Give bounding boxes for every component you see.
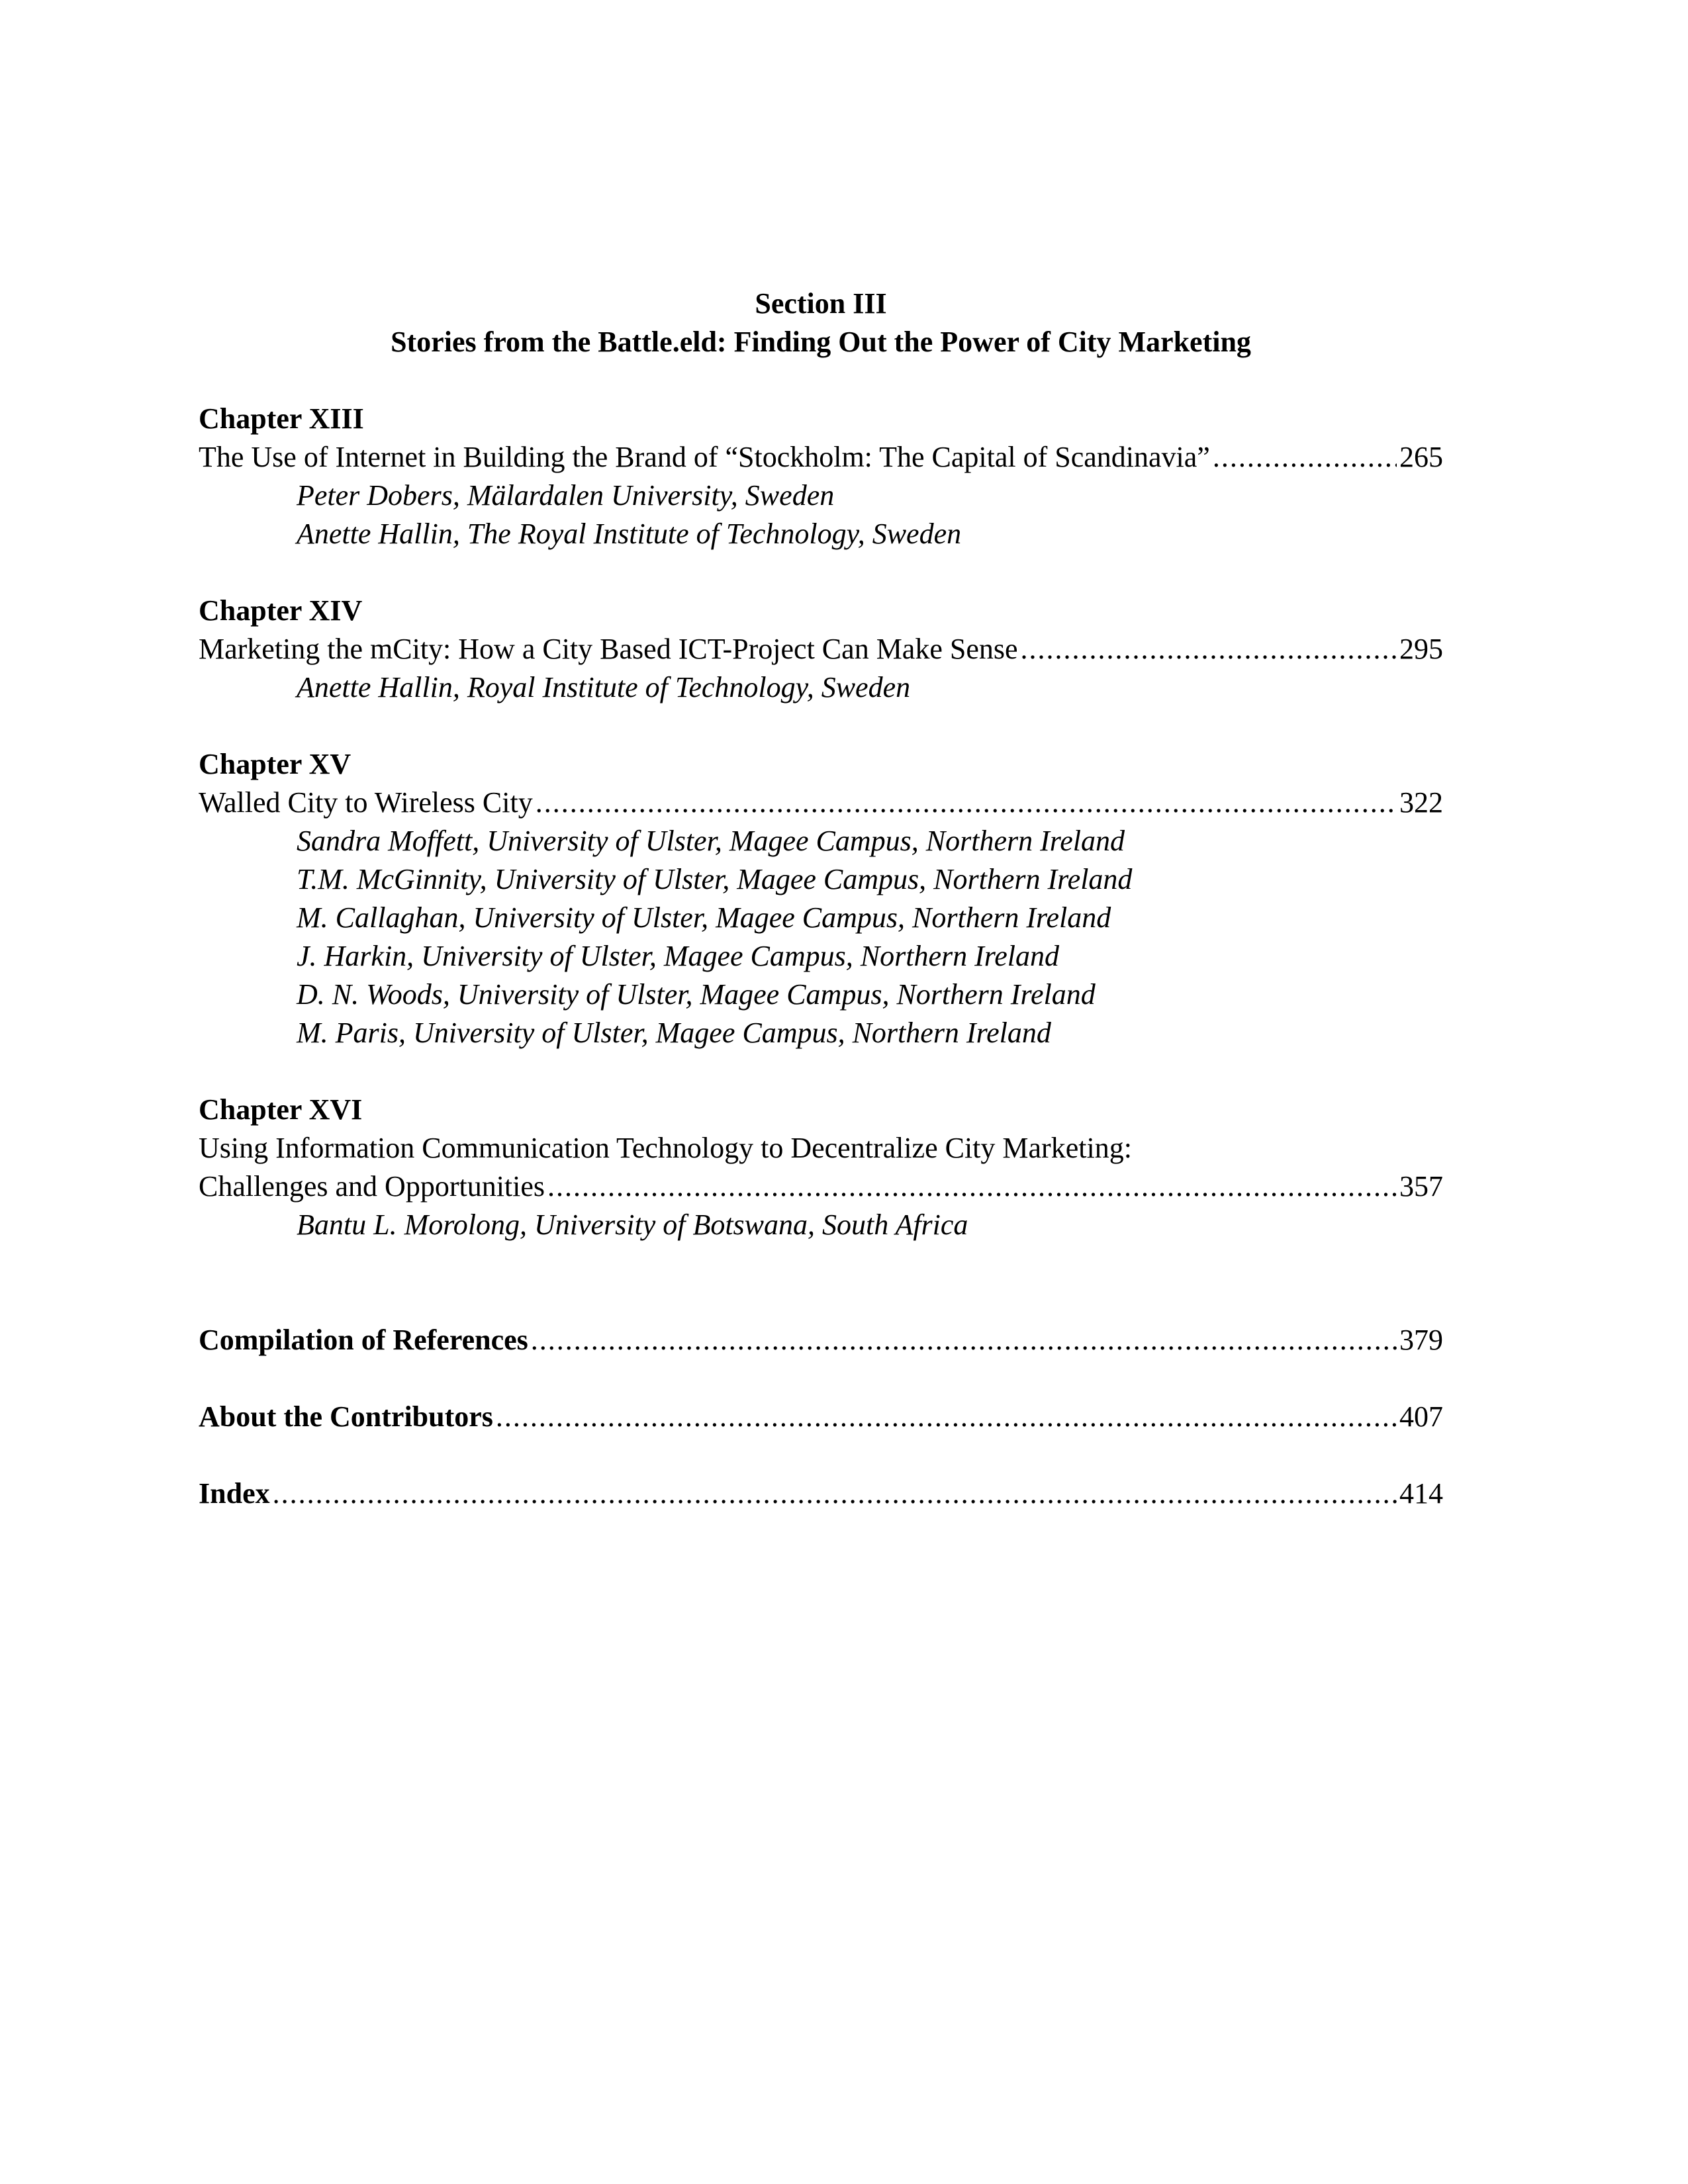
author-line: T.M. McGinnity, University of Ulster, Magee Campus, Northern Ireland [297,863,1133,895]
chapter-title: Marketing the mCity: How a City Based ICT-Project Can Make Sense [199,633,1018,665]
page-number: 379 [1399,1324,1443,1356]
dot-leader [1213,438,1397,477]
author-line: M. Callaghan, University of Ulster, Magee Campus, Northern Ireland [297,901,1111,934]
toc-entry-references[interactable] [199,1321,1443,1359]
chapter-title: Challenges and Opportunities [199,1170,545,1203]
chapter-label: Chapter XIII [199,402,364,435]
dot-leader [496,1398,1397,1436]
chapter-title-line[interactable] [199,630,1443,668]
dot-leader [531,1321,1397,1359]
entry-title: Index [199,1477,270,1510]
section-header [199,285,1443,361]
page-number: 407 [1399,1400,1443,1433]
chapter-title: The Use of Internet in Building the Brand of “Stockholm: The Capital of Scandinavia” [199,441,1210,473]
author-line: Peter Dobers, Mälardalen University, Sweden [297,479,835,512]
chapter-title-line[interactable] [199,438,1443,477]
chapter-label: Chapter XVI [199,1093,363,1126]
author-line: Sandra Moffett, University of Ulster, Magee Campus, Northern Ireland [297,825,1125,857]
author-line: Bantu L. Morolong, University of Botswana, South Africa [297,1208,968,1241]
chapter-title-first-line[interactable]: Using Information Communication Technology to Decentralize City Marketing: [199,1132,1132,1164]
page-number: 357 [1399,1170,1443,1203]
author-line: D. N. Woods, University of Ulster, Magee Campus, Northern Ireland [297,978,1096,1011]
page-number: 414 [1399,1477,1443,1510]
dot-leader [273,1475,1397,1513]
dot-leader [547,1167,1397,1206]
chapter-label: Chapter XIV [199,594,363,627]
page-number: 265 [1399,441,1443,473]
section-label: Section III [755,287,887,320]
author-line: Anette Hallin, Royal Institute of Technology, Sweden [297,671,911,704]
chapter-title-line[interactable] [199,784,1443,822]
dot-leader [1021,630,1397,668]
chapter-entry [199,592,1443,707]
section-title: Stories from the Battle.eld: Finding Out the Power of City Marketing [391,326,1251,358]
chapter-title-line[interactable] [199,1167,1443,1206]
entry-title: Compilation of References [199,1324,528,1356]
chapter-title: Walled City to Wireless City [199,786,533,819]
entry-title: About the Contributors [199,1400,493,1433]
chapter-label: Chapter XV [199,748,352,780]
toc-entry-index[interactable] [199,1475,1443,1513]
author-line: Anette Hallin, The Royal Institute of Technology, Sweden [297,518,962,550]
page-number: 295 [1399,633,1443,665]
author-line: M. Paris, University of Ulster, Magee Campus, Northern Ireland [297,1017,1051,1049]
chapter-entry [199,1091,1443,1244]
dot-leader [536,784,1397,822]
chapter-entry [199,745,1443,1052]
chapter-entry [199,400,1443,553]
toc-page [199,285,1443,1513]
toc-entry-contributors[interactable] [199,1398,1443,1436]
page-number: 322 [1399,786,1443,819]
author-line: J. Harkin, University of Ulster, Magee Campus, Northern Ireland [297,940,1060,972]
